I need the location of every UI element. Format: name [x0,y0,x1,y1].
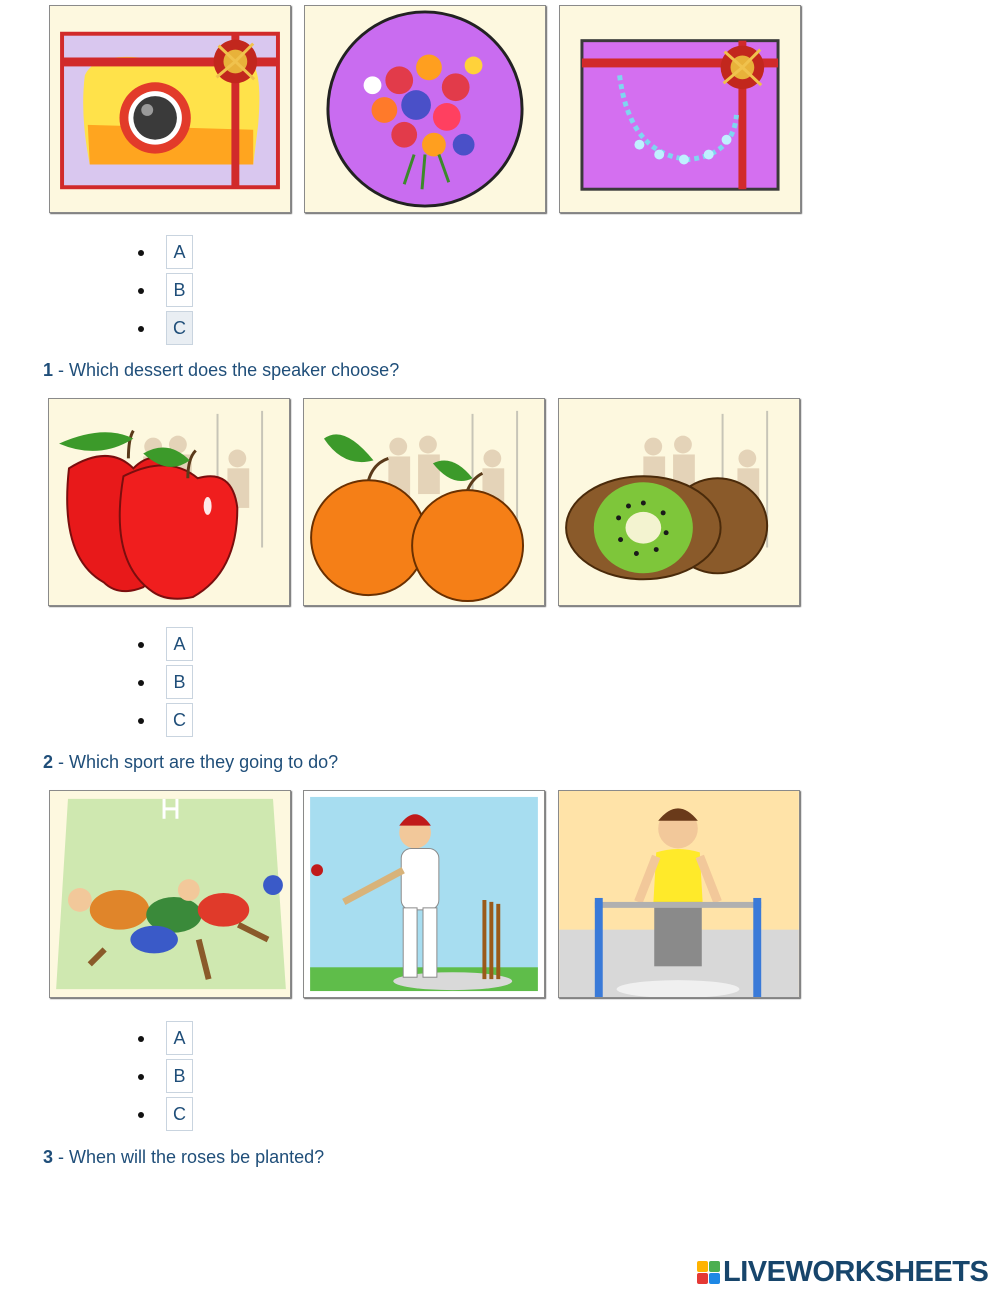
necklace-gift-image [559,5,801,213]
option-b-set3[interactable]: B [166,1059,193,1093]
bullet [138,1112,144,1118]
logo-text: LIVEWORKSHEETS [723,1255,989,1288]
bullet [138,680,144,686]
question-separator: - [53,752,70,772]
bullet [138,1036,144,1042]
question-number: 2 [43,752,54,772]
rugby-image [49,790,291,998]
option-b-set1[interactable]: B [166,273,193,307]
option-a-set1[interactable]: A [166,235,193,269]
option-c-set2[interactable]: C [166,703,193,737]
question-1 [43,360,399,381]
option-a-set3[interactable]: A [166,1021,193,1055]
logo-square [697,1261,708,1272]
liveworksheets-logo [697,1254,988,1290]
bullet [138,288,144,294]
bullet [138,250,144,256]
flowers-image [304,5,546,213]
bullet [138,718,144,724]
logo-square [709,1261,720,1272]
cricket-image [303,790,545,998]
apples-image [48,398,290,606]
question-number: 3 [43,1147,54,1167]
logo-icon [697,1261,720,1284]
question-2 [43,752,338,773]
oranges-image [303,398,545,606]
question-separator: - [53,1147,70,1167]
camera-gift-image [49,5,291,213]
question-3 [43,1147,324,1168]
question-separator: - [53,360,70,380]
question-text: Which sport are they going to do? [69,752,339,772]
bullet [138,1074,144,1080]
question-text: When will the roses be planted? [69,1147,325,1167]
question-text: Which dessert does the speaker choose? [69,360,400,380]
bullet [138,326,144,332]
bullet [138,642,144,648]
kiwi-image [558,398,800,606]
option-b-set2[interactable]: B [166,665,193,699]
gymnastics-image [558,790,800,998]
option-a-set2[interactable]: A [166,627,193,661]
question-number: 1 [43,360,54,380]
option-c-set3[interactable]: C [166,1097,193,1131]
option-c-set1[interactable]: C [166,311,193,345]
logo-square [709,1273,720,1284]
logo-square [697,1273,708,1284]
